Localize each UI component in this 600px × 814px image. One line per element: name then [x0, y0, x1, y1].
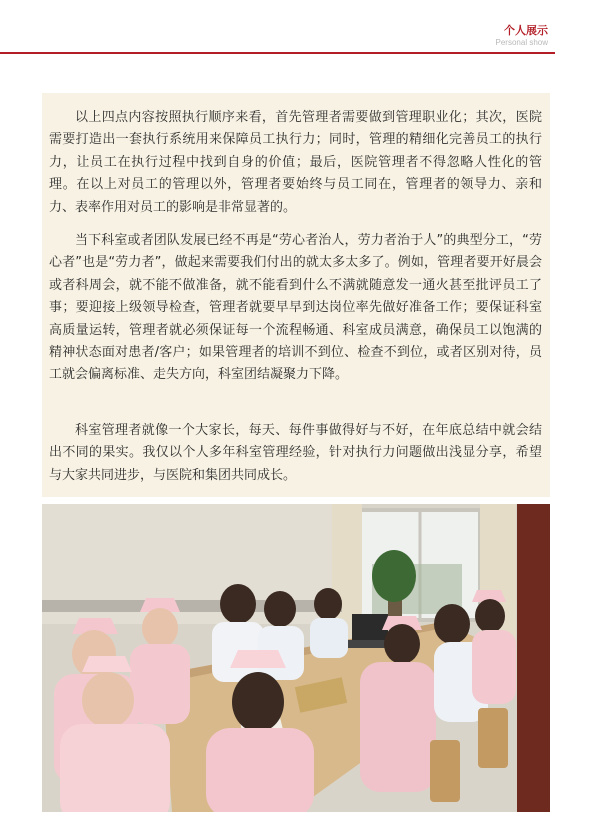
article-paragraph-2: 当下科室或者团队发展已经不再是“劳心者治人，劳力者治于人”的典型分工，“劳心者”也是“劳力者”，做起来需要我们付出的就太多太多了。例如，管理者要开好晨会或者科周会，就不能不做准备，就不能看到什么不满就随意发一通火甚至批评员工了事；要迎接上级领导检查，管理者就要早早到达岗位率先做好准备工作；要保证科室高质量运转，管理者就必须保证每一个流程畅通、科室成员满意，确保员工以饱满的精神状态面对患者/客户；如果管理者的培训不到位、检查不到位，或者区别对待，员工就会偏离标准、走失方向，科室团结凝聚力下降。: [49, 233, 542, 383]
article-paragraph-1: 以上四点内容按照执行顺序来看，首先管理者需要做到管理职业化；其次，医院需要打造出一套执行系统用来保障员工执行力；同时，管理的精细化完善员工的执行力，让员工在执行过程中找到自身的价值；最后，医院管理者不得忽略人性化的管理。在以上对员工的管理以外，管理者要始终与员工同在，管理者的领导力、亲和力、表率作用对员工的影响是非常显著的。: [49, 110, 542, 215]
meeting-photo-illustration: [42, 504, 550, 812]
article-paragraph-3: 科室管理者就像一个大家长，每天、每件事做得好与不好，在年底总结中就会结出不同的果实。我仅以个人多年科室管理经验，针对执行力问题做出浅显分享，希望与大家共同进步，与医院和集团共同成长。: [49, 423, 542, 483]
meeting-photo: [42, 504, 550, 812]
section-subtitle: Personal show: [495, 38, 548, 47]
section-title: 个人展示: [504, 24, 548, 37]
article-panel: [42, 93, 550, 497]
page-header: [0, 0, 600, 60]
header-divider: [0, 52, 555, 54]
